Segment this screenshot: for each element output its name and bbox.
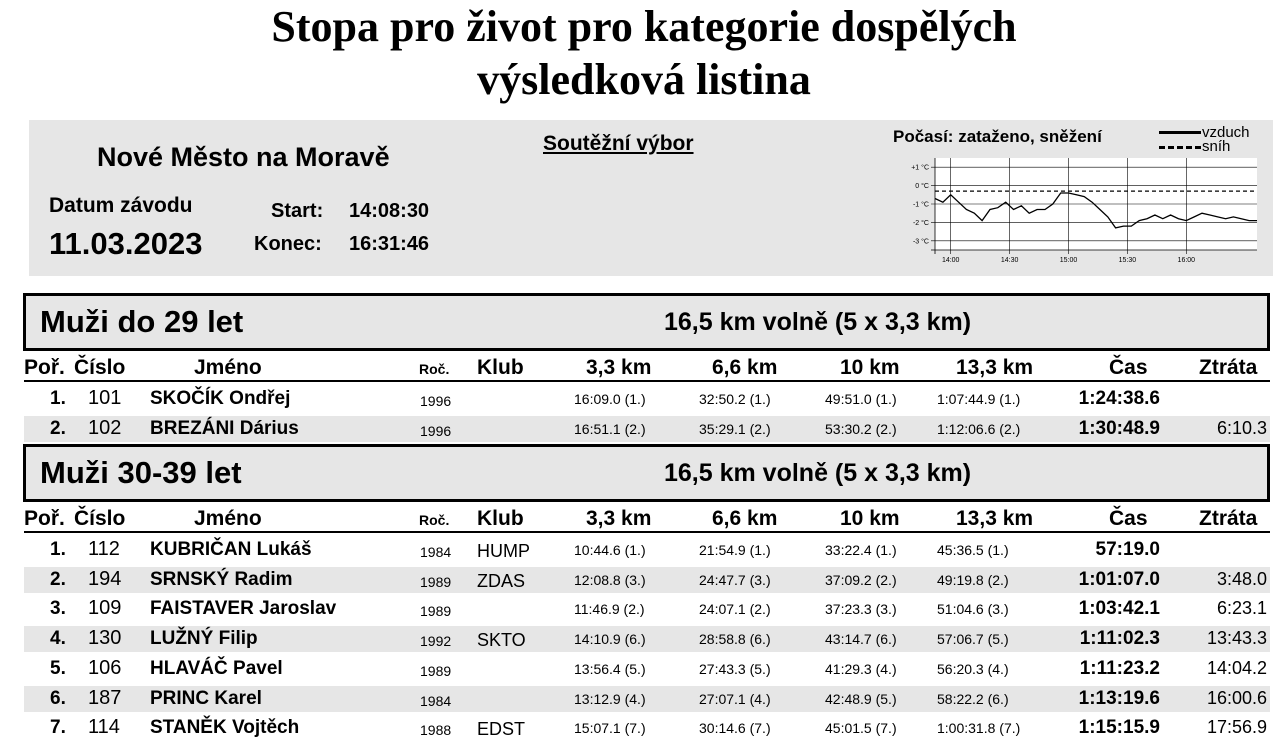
- rank: 2.: [50, 569, 66, 590]
- rank: 5.: [50, 658, 66, 679]
- race-date: 11.03.2023: [49, 226, 203, 261]
- split-time: 37:23.3 (3.): [825, 601, 897, 617]
- final-time: 1:01:07.0: [1078, 569, 1160, 590]
- column-header: 3,3 km: [586, 507, 652, 530]
- bib-number: 106: [88, 657, 122, 679]
- final-time: 1:11:02.3: [1079, 628, 1160, 649]
- category-distance: 16,5 km volně (5 x 3,3 km): [664, 459, 972, 487]
- time-loss: 6:10.3: [1216, 418, 1267, 438]
- column-header: Roč.: [419, 361, 450, 377]
- athlete-name: FAISTAVER Jaroslav: [150, 598, 337, 619]
- club: HUMP: [477, 541, 530, 561]
- split-time: 15:07.1 (7.): [574, 720, 646, 736]
- column-header: Ztráta: [1199, 507, 1258, 530]
- category-name: Muži 30-39 let: [40, 455, 242, 490]
- x-tick-label: 16:00: [1177, 257, 1196, 264]
- y-tick-label: -2 °C: [912, 219, 929, 227]
- page-subtitle: výsledková listina: [477, 55, 811, 104]
- final-time: 1:15:15.9: [1078, 717, 1160, 738]
- split-time: 14:10.9 (6.): [574, 631, 646, 647]
- legend-air-line: [1159, 131, 1201, 134]
- column-header: Poř.: [24, 356, 65, 379]
- split-time: 33:22.4 (1.): [825, 542, 897, 558]
- table-row: [24, 626, 1270, 652]
- split-time: 10:44.6 (1.): [574, 542, 646, 558]
- venue: Nové Město na Moravě: [97, 142, 390, 172]
- table-header: [24, 355, 1270, 382]
- column-header: Čas: [1109, 507, 1148, 530]
- table-row: [24, 386, 1270, 412]
- birth-year: 1996: [420, 423, 452, 439]
- x-tick-label: 15:30: [1118, 257, 1137, 264]
- legend-snow-label: sníh: [1202, 138, 1231, 155]
- split-time: 58:22.2 (6.): [937, 691, 1009, 707]
- rank: 3.: [50, 598, 66, 619]
- split-time: 56:20.3 (4.): [937, 661, 1009, 677]
- birth-year: 1996: [420, 393, 452, 409]
- split-time: 24:47.7 (3.): [699, 572, 771, 588]
- column-header: Klub: [477, 356, 524, 379]
- split-time: 27:07.1 (4.): [699, 691, 771, 707]
- column-header: 10 km: [840, 356, 900, 379]
- category-header: [23, 444, 1270, 502]
- column-header: 3,3 km: [586, 356, 652, 379]
- bib-number: 194: [88, 568, 122, 590]
- birth-year: 1988: [420, 722, 452, 738]
- column-header: 13,3 km: [956, 507, 1034, 530]
- table-row: [24, 686, 1270, 712]
- column-header: 13,3 km: [956, 356, 1034, 379]
- split-time: 16:51.1 (2.): [574, 421, 646, 437]
- y-tick-label: +1 °C: [911, 164, 929, 172]
- birth-year: 1989: [420, 663, 452, 679]
- split-time: 53:30.2 (2.): [825, 421, 897, 437]
- weather-chart: [897, 156, 1259, 266]
- column-header: Ztráta: [1199, 356, 1258, 379]
- split-time: 45:01.5 (7.): [825, 720, 897, 736]
- end-label: Konec:: [254, 233, 322, 255]
- category-distance: 16,5 km volně (5 x 3,3 km): [664, 308, 972, 336]
- rank: 6.: [50, 688, 66, 709]
- birth-year: 1989: [420, 574, 452, 590]
- split-time: 21:54.9 (1.): [699, 542, 771, 558]
- column-header: Roč.: [419, 512, 450, 528]
- final-time: 1:13:19.6: [1078, 688, 1160, 709]
- final-time: 1:03:42.1: [1078, 598, 1160, 619]
- table-row: [24, 416, 1270, 442]
- bib-number: 187: [88, 687, 122, 709]
- rank: 7.: [50, 717, 66, 738]
- split-time: 32:50.2 (1.): [699, 391, 771, 407]
- split-time: 30:14.6 (7.): [699, 720, 771, 736]
- athlete-name: PRINC Karel: [150, 688, 262, 709]
- final-time: 1:24:38.6: [1078, 388, 1160, 409]
- split-time: 42:48.9 (5.): [825, 691, 897, 707]
- category-name: Muži do 29 let: [40, 304, 244, 339]
- column-header: Jméno: [194, 507, 262, 530]
- column-header: Číslo: [74, 356, 126, 379]
- bib-number: 114: [88, 716, 120, 738]
- athlete-name: SKOČÍK Ondřej: [150, 388, 291, 409]
- table-row: [24, 715, 1270, 741]
- time-loss: 14:04.2: [1206, 658, 1267, 678]
- bib-number: 112: [88, 538, 120, 560]
- athlete-name: STANĚK Vojtěch: [150, 717, 300, 738]
- start-time: 14:08:30: [349, 200, 430, 222]
- table-row: [24, 656, 1270, 682]
- weather-label: Počasí: zataženo, sněžení: [893, 127, 1102, 146]
- column-header: 6,6 km: [712, 507, 778, 530]
- column-header: Čas: [1109, 356, 1148, 379]
- split-time: 28:58.8 (6.): [699, 631, 771, 647]
- time-loss: 16:00.6: [1206, 688, 1267, 708]
- club: SKTO: [477, 630, 526, 650]
- column-header: Jméno: [194, 356, 262, 379]
- legend-air-label: vzduch: [1202, 124, 1250, 141]
- race-info-panel: [29, 120, 1273, 276]
- time-loss: 13:43.3: [1206, 628, 1267, 648]
- rank: 2.: [50, 418, 66, 439]
- split-time: 51:04.6 (3.): [937, 601, 1009, 617]
- x-tick-label: 14:30: [1000, 257, 1019, 264]
- athlete-name: LUŽNÝ Filip: [150, 628, 258, 649]
- split-time: 16:09.0 (1.): [574, 391, 646, 407]
- date-label: Datum závodu: [49, 194, 193, 217]
- split-time: 37:09.2 (2.): [825, 572, 897, 588]
- bib-number: 101: [88, 387, 122, 409]
- x-tick-label: 15:00: [1059, 257, 1078, 264]
- split-time: 45:36.5 (1.): [937, 542, 1009, 558]
- rank: 1.: [50, 388, 66, 409]
- page-title: Stopa pro život pro kategorie dospělých: [271, 2, 1017, 51]
- split-time: 1:07:44.9 (1.): [937, 391, 1021, 407]
- split-time: 41:29.3 (4.): [825, 661, 897, 677]
- bib-number: 102: [88, 417, 122, 439]
- y-tick-label: 0 °C: [915, 183, 929, 191]
- rank: 4.: [50, 628, 66, 649]
- club: EDST: [477, 719, 526, 739]
- committee-link[interactable]: Soutěžní výbor: [543, 132, 694, 155]
- rank: 1.: [50, 539, 66, 560]
- time-loss: 3:48.0: [1216, 569, 1267, 589]
- table-row: [24, 567, 1270, 593]
- birth-year: 1989: [420, 603, 452, 619]
- split-time: 13:12.9 (4.): [574, 691, 646, 707]
- time-loss: 6:23.1: [1216, 598, 1267, 618]
- athlete-name: HLAVÁČ Pavel: [150, 658, 283, 679]
- split-time: 1:00:31.8 (7.): [937, 720, 1021, 736]
- final-time: 57:19.0: [1095, 539, 1160, 560]
- split-time: 35:29.1 (2.): [699, 421, 771, 437]
- y-tick-label: -1 °C: [912, 201, 929, 209]
- split-time: 27:43.3 (5.): [699, 661, 771, 677]
- split-time: 49:51.0 (1.): [825, 391, 897, 407]
- athlete-name: KUBRIČAN Lukáš: [150, 539, 312, 560]
- final-time: 1:30:48.9: [1078, 418, 1160, 439]
- column-header: Číslo: [74, 507, 126, 530]
- final-time: 1:11:23.2: [1079, 658, 1160, 679]
- athlete-name: SRNSKÝ Radim: [150, 569, 293, 590]
- category-header: [23, 293, 1270, 351]
- split-time: 57:06.7 (5.): [937, 631, 1009, 647]
- split-time: 12:08.8 (3.): [574, 572, 646, 588]
- bib-number: 109: [88, 597, 122, 619]
- split-time: 24:07.1 (2.): [699, 601, 771, 617]
- start-label: Start:: [271, 200, 324, 222]
- column-header: Poř.: [24, 507, 65, 530]
- split-time: 11:46.9 (2.): [574, 601, 645, 617]
- athlete-name: BREZÁNI Dárius: [150, 418, 299, 439]
- table-row: [24, 537, 1270, 563]
- birth-year: 1992: [420, 633, 452, 649]
- time-loss: 17:56.9: [1206, 717, 1267, 737]
- split-time: 13:56.4 (5.): [574, 661, 646, 677]
- birth-year: 1984: [420, 693, 452, 709]
- x-tick-label: 14:00: [941, 257, 960, 264]
- column-header: 10 km: [840, 507, 900, 530]
- column-header: 6,6 km: [712, 356, 778, 379]
- club: ZDAS: [477, 571, 526, 591]
- end-time: 16:31:46: [349, 233, 430, 255]
- split-time: 43:14.7 (6.): [825, 631, 897, 647]
- split-time: 1:12:06.6 (2.): [937, 421, 1021, 437]
- split-time: 49:19.8 (2.): [937, 572, 1009, 588]
- bib-number: 130: [88, 627, 122, 649]
- table-row: [24, 596, 1270, 622]
- column-header: Klub: [477, 507, 524, 530]
- y-tick-label: -3 °C: [912, 238, 929, 246]
- table-header: [24, 506, 1270, 533]
- legend-snow-line: [1159, 146, 1201, 149]
- birth-year: 1984: [420, 544, 452, 560]
